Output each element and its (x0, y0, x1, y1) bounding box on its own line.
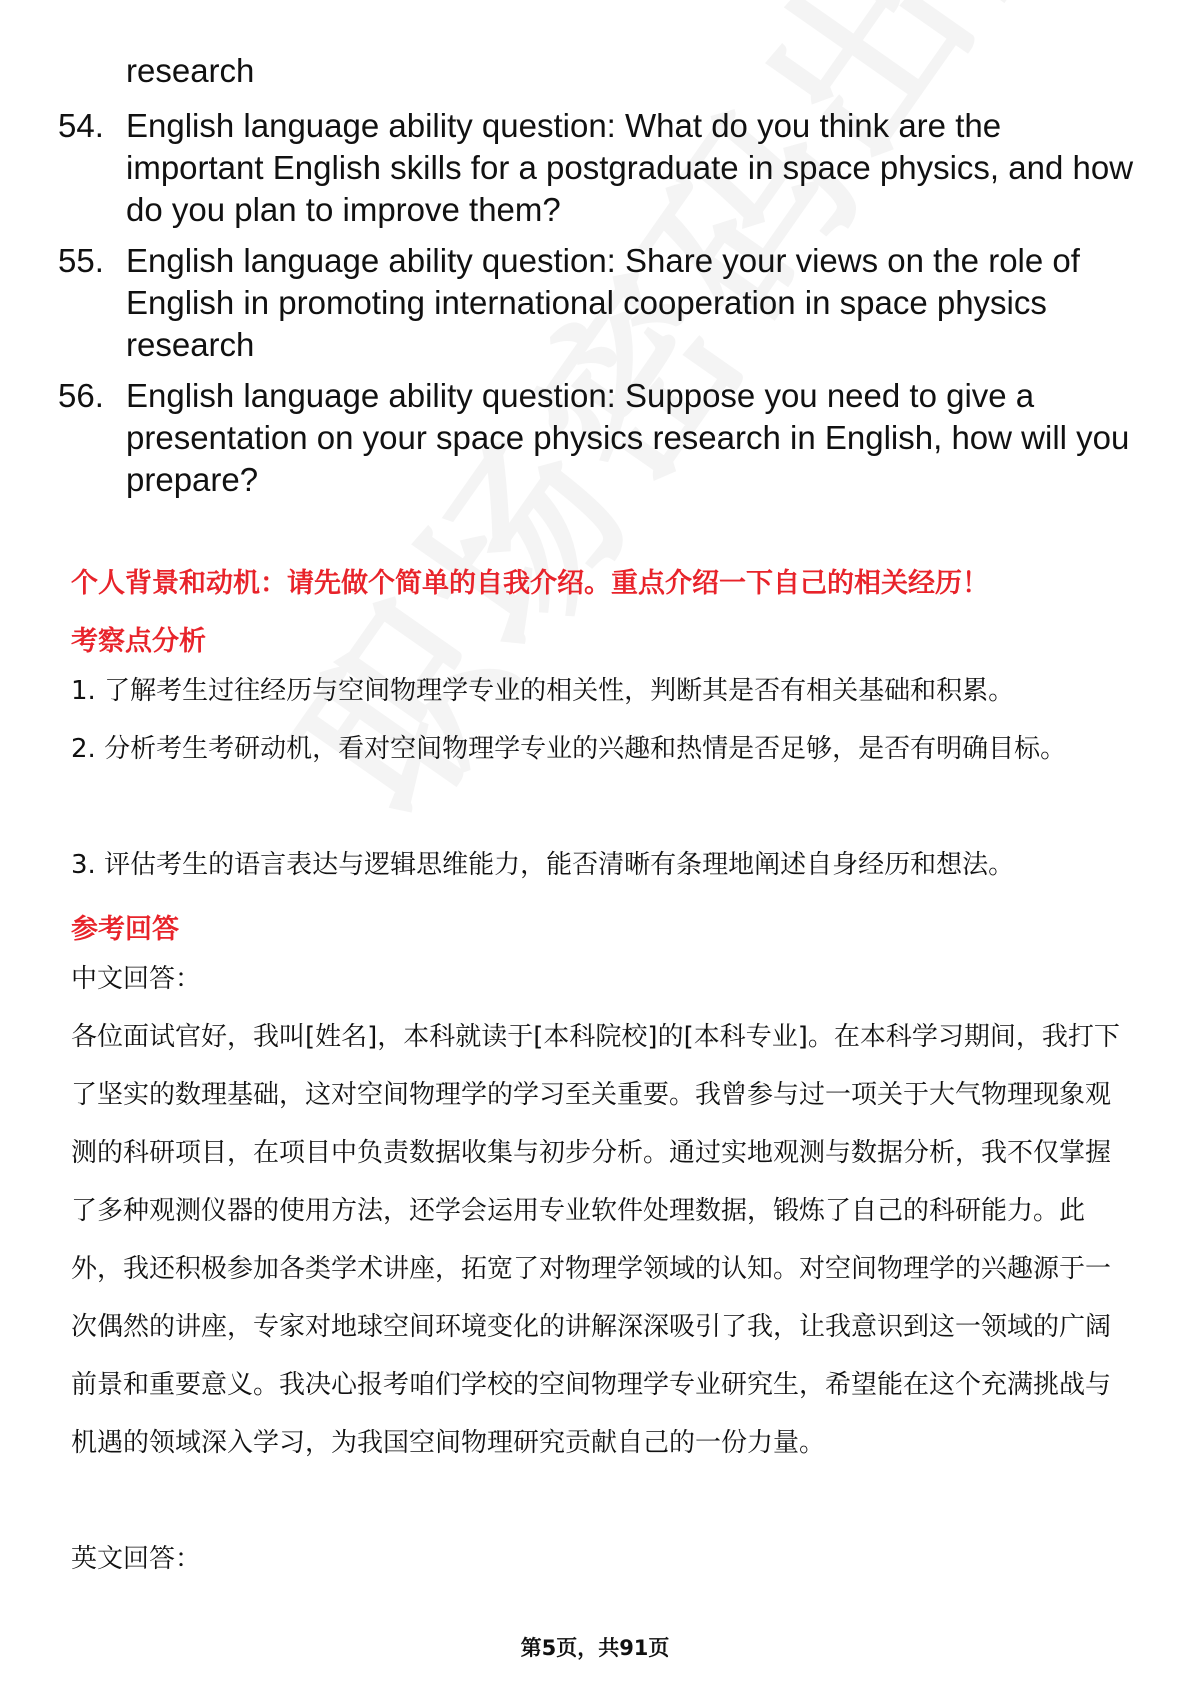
question-item (58, 375, 1138, 501)
question-text: English language ability question: Suppose you need to give a presentation on your space physics research in English, how will you prepare? (126, 377, 1130, 498)
question-text: English language ability question: What do you think are the important English skills for a postgraduate in space physics, and how do you plan to improve them? (126, 107, 1134, 228)
question-item (58, 240, 1138, 366)
question-item (58, 105, 1138, 231)
analysis-point: 2. 分析考生考研动机，看对空间物理学专业的兴趣和热情是否足够，是否有明确目标。 (71, 734, 1067, 764)
question-number: 55. (58, 242, 104, 279)
question-number: 56. (58, 377, 104, 414)
english-answer-label: 英文回答： (71, 1544, 202, 1574)
analysis-heading: 考察点分析 (71, 626, 206, 657)
chinese-answer-label: 中文回答： (71, 964, 202, 994)
chinese-answer-paragraph: 各位面试官好，我叫[姓名]，本科就读于[本科院校]的[本科专业]。在本科学习期间，我打下了坚实的数理基础，这对空间物理学的学习至关重要。我曾参与过一项关于大气物理现象观测的科研项目，在项目中负责数据收集与初步分析。通过实地观测与数据分析，我不仅掌握了多种观测仪器的使用方法，还学会运用专业软件处理数据，锻炼了自己的科研能力。此外，我还积极参加各类学术讲座，拓宽了对物理学领域的认知。对空间物理学的兴趣源于一次偶然的讲座，专家对地球空间环境变化的讲解深深吸引了我，让我意识到这一领域的广阔前景和重要意义。我决心报考咱们学校的空间物理学专业研究生，希望能在这个充满挑战与机遇的领域深入学习，为我国空间物理研究贡献自己的一份力量。 (71, 1022, 1120, 1458)
question-continuation: research (126, 52, 255, 89)
question-number: 54. (58, 107, 104, 144)
analysis-point: 1. 了解考生过往经历与空间物理学专业的相关性，判断其是否有相关基础和积累。 (71, 676, 1015, 706)
answer-heading: 参考回答 (71, 914, 179, 945)
page-number-footer: 第5页，共91页 (520, 1636, 670, 1660)
analysis-point: 3. 评估考生的语言表达与逻辑思维能力，能否清晰有条理地阐述自身经历和想法。 (71, 850, 1015, 880)
question-heading: 个人背景和动机：请先做个简单的自我介绍。重点介绍一下自己的相关经历！ (71, 568, 989, 599)
question-text: English language ability question: Share your views on the role of English in promoting international cooperation in space physics research (126, 242, 1080, 363)
